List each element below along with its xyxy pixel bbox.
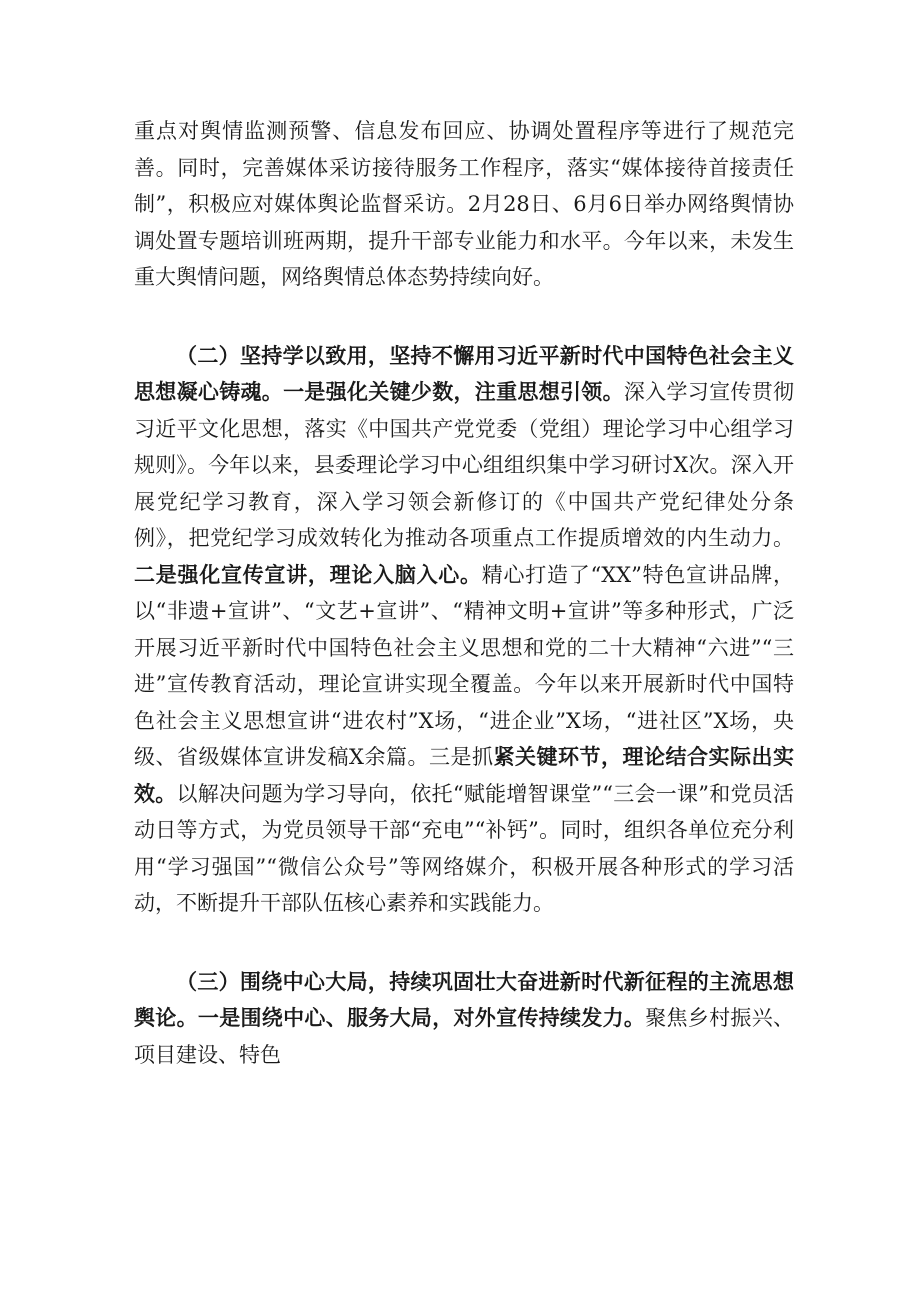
- document-body: [134, 113, 794, 1073]
- paragraph-text: 重点对舆情监测预警、信息发布回应、协调处置程序等进行了规范完善。同时，完善媒体采访接待服务工作程序，落实“媒体接待首接责任制”，积极应对媒体舆论监督采访。2月28日、6月6日举办网络舆情协调处置专题培训班两期，提升干部专业能力和水平。今年以来，未发生重大舆情问题，网络舆情总体态势持续向好。: [134, 119, 794, 289]
- subpoint-heading: 二是强化宣传宣讲，理论入脑入心。: [134, 561, 482, 587]
- subpoint-heading: 紧关键环节，理论结合实际出实效。: [134, 744, 795, 806]
- paragraph-text: 深入学习宣传贯彻习近平文化思想，落实《中国共产党党委（党组）理论学习中心组学习规则》。今年以来，县委理论学习中心组组织集中学习研讨X次。深入开展党纪学习教育，深入学习领会新修订的《中国共产党纪律处分条例》，把党纪学习成效转化为推动各项重点工作提质增效的内生动力。: [134, 380, 795, 550]
- section-three-heading: （三）围绕中心大局，持续巩固壮大奋进新时代新征程的主流思想舆论。一是围绕中心、服务大局，对外宣传持续发力。: [134, 968, 794, 1030]
- section-two-heading: （二）坚持学以致用，坚持不懈用习近平新时代中国特色社会主义思想凝心铸魂。一是强化关键少数，注重思想引领。: [134, 342, 794, 404]
- paragraph-text: 聚焦乡村振兴、项目建设、特色: [134, 1006, 795, 1067]
- paragraph-text: 以解决问题为学习导向，依托“赋能增智课堂”“三会一课”和党员活动日等方式，为党员领导干部“充电”“补钙”。同时，组织各单位充分利用“学习强国”“微信公众号”等网络媒介，积极开展各种形式的学习活动，不断提升干部队伍核心素养和实践能力。: [134, 781, 794, 915]
- paragraph-section-three: [134, 964, 794, 1074]
- paragraph-spacer: [134, 296, 794, 338]
- paragraph-section-two: [134, 338, 794, 922]
- paragraph-public-opinion: [134, 113, 794, 296]
- paragraph-spacer: [134, 922, 794, 964]
- paragraph-text: 精心打造了“XX”特色宣讲品牌，以“非遗+宣讲”、“文艺+宣讲”、“精神文明+宣讲”等多种形式，广泛开展习近平新时代中国特色社会主义思想和党的二十大精神“六进”“三进”宣传教育活动，理论宣讲实现全覆盖。今年以来开展新时代中国特色社会主义思想宣讲“进农村”X场，“进企业”X场，“进社区”X场，央级、省级媒体宣讲发稿X余篇。三是抓: [134, 562, 795, 769]
